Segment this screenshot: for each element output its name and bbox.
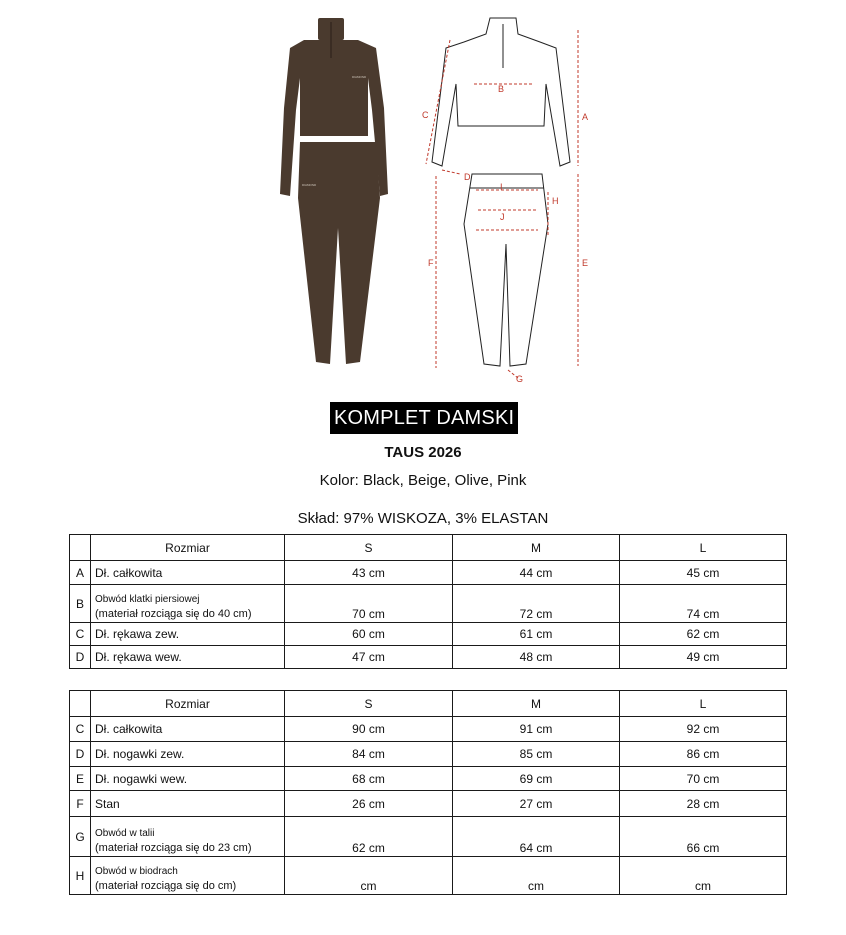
diagram-label-d: D <box>464 172 471 182</box>
row-name <box>91 585 285 623</box>
header-size: Rozmiar <box>91 535 285 561</box>
table-row <box>70 561 787 585</box>
row-code: G <box>70 817 91 857</box>
value-s: 43 cm <box>285 561 453 585</box>
value-l: 62 cm <box>620 623 787 646</box>
diagram-label-h: H <box>552 196 559 206</box>
row-name <box>91 857 285 895</box>
row-code: F <box>70 791 91 817</box>
header-size: Rozmiar <box>91 691 285 717</box>
row-code: E <box>70 767 91 791</box>
size-table-top <box>69 534 787 669</box>
header-l: L <box>620 691 787 717</box>
value-l: 45 cm <box>620 561 787 585</box>
row-code: D <box>70 646 91 669</box>
row-name-main: Obwód w biodrach <box>95 866 178 877</box>
row-note: (materiał rozciąga się do cm) <box>95 880 237 892</box>
value-s: 60 cm <box>285 623 453 646</box>
row-code: A <box>70 561 91 585</box>
brand-mark-top: DIAMOND <box>352 75 367 79</box>
table-row <box>70 742 787 767</box>
diagram-label-g: G <box>516 374 524 384</box>
row-name: Dł. rękawa wew. <box>91 646 285 669</box>
row-name: Dł. całkowita <box>91 717 285 742</box>
value-l: 66 cm <box>620 817 787 857</box>
value-m: 85 cm <box>453 742 620 767</box>
value-m: cm <box>453 857 620 895</box>
product-photo <box>276 18 400 370</box>
value-m: 64 cm <box>453 817 620 857</box>
value-l: 86 cm <box>620 742 787 767</box>
row-name: Dł. nogawki zew. <box>91 742 285 767</box>
value-m: 48 cm <box>453 646 620 669</box>
header-m: M <box>453 691 620 717</box>
value-l: 49 cm <box>620 646 787 669</box>
row-name-main: Obwód w talii <box>95 828 155 839</box>
value-m: 61 cm <box>453 623 620 646</box>
row-name: Stan <box>91 791 285 817</box>
value-s: 70 cm <box>285 585 453 623</box>
value-l: 92 cm <box>620 717 787 742</box>
value-s: 68 cm <box>285 767 453 791</box>
diagram-label-i: I <box>500 182 503 192</box>
table-row <box>70 623 787 646</box>
row-code: C <box>70 623 91 646</box>
row-name <box>91 817 285 857</box>
value-m: 91 cm <box>453 717 620 742</box>
value-m: 69 cm <box>453 767 620 791</box>
product-title: KOMPLET DAMSKI <box>330 402 518 434</box>
header-s: S <box>285 691 453 717</box>
table-row <box>70 717 787 742</box>
value-s: 90 cm <box>285 717 453 742</box>
composition: Skład: 97% WISKOZA, 3% ELASTAN <box>297 510 549 527</box>
color-options: Kolor: Black, Beige, Olive, Pink <box>319 472 527 489</box>
table-row <box>70 791 787 817</box>
measurement-diagram <box>412 14 594 384</box>
header-s: S <box>285 535 453 561</box>
value-l: 74 cm <box>620 585 787 623</box>
row-code: D <box>70 742 91 767</box>
header-l: L <box>620 535 787 561</box>
row-code: H <box>70 857 91 895</box>
value-l: cm <box>620 857 787 895</box>
table-header-row <box>70 535 787 561</box>
table-row <box>70 817 787 857</box>
value-l: 70 cm <box>620 767 787 791</box>
value-s: 84 cm <box>285 742 453 767</box>
table-row <box>70 857 787 895</box>
diagram-label-e: E <box>582 258 589 268</box>
diagram-label-j: J <box>500 212 505 222</box>
value-s: 62 cm <box>285 817 453 857</box>
table-header-row <box>70 691 787 717</box>
diagram-label-c: C <box>422 110 429 120</box>
diagram-label-f: F <box>428 258 434 268</box>
value-m: 72 cm <box>453 585 620 623</box>
row-note: (materiał rozciąga się do 40 cm) <box>95 608 252 620</box>
diagram-label-b: B <box>498 84 505 94</box>
table-row <box>70 585 787 623</box>
value-m: 27 cm <box>453 791 620 817</box>
value-l: 28 cm <box>620 791 787 817</box>
row-name: Dł. całkowita <box>91 561 285 585</box>
value-s: cm <box>285 857 453 895</box>
row-code: B <box>70 585 91 623</box>
value-m: 44 cm <box>453 561 620 585</box>
diagram-label-a: A <box>582 112 589 122</box>
row-name-main: Obwód klatki piersiowej <box>95 594 200 605</box>
row-code: C <box>70 717 91 742</box>
header-m: M <box>453 535 620 561</box>
table-row <box>70 767 787 791</box>
table-row <box>70 646 787 669</box>
brand-mark-bottom: DIAMOND <box>302 183 317 187</box>
product-model: TAUS 2026 <box>384 444 462 461</box>
size-table-bottom <box>69 690 787 895</box>
value-s: 47 cm <box>285 646 453 669</box>
row-name: Dł. nogawki wew. <box>91 767 285 791</box>
row-name: Dł. rękawa zew. <box>91 623 285 646</box>
row-note: (materiał rozciąga się do 23 cm) <box>95 842 252 854</box>
value-s: 26 cm <box>285 791 453 817</box>
